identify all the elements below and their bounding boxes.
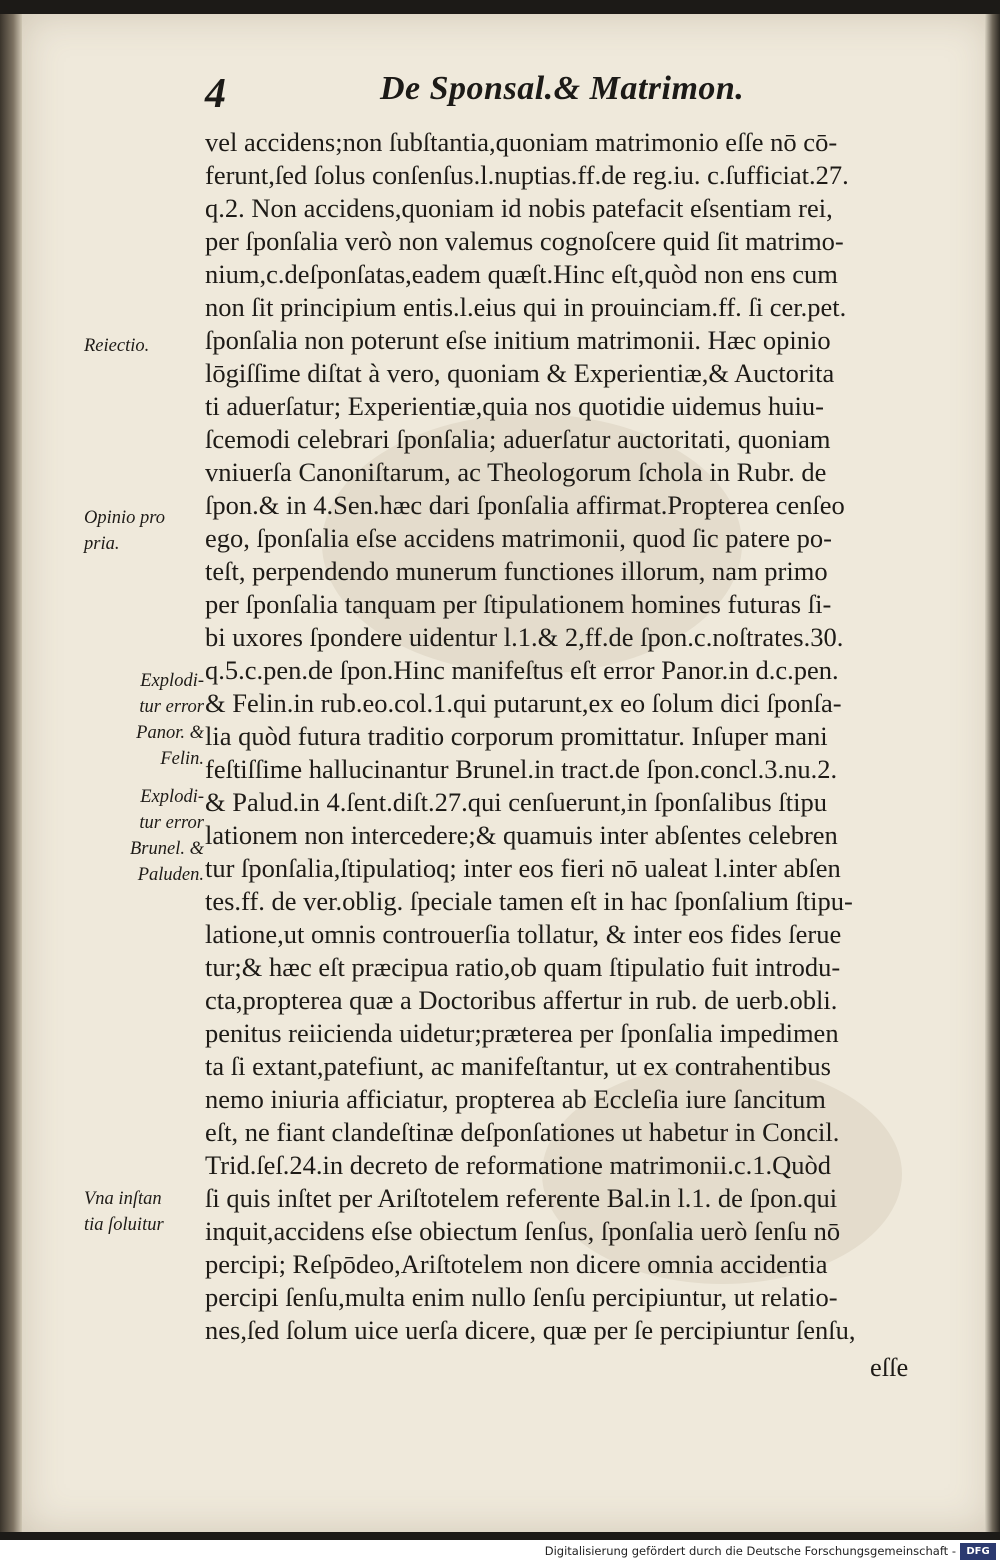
text-line: & Felin.in rub.eo.col.1.qui putarunt,ex eo ſolum dici ſponſa- [205,688,842,718]
text-line: nemo iniuria afficiatur, propterea ab Eccleſia iure ſancitum [205,1084,826,1114]
text-line: teſt, perpendendo munerum functiones illorum, nam primo [205,556,828,586]
margin-note-line: tia ſoluitur [84,1215,164,1235]
page-number: 4 [205,71,226,117]
margin-note-line: Brunel. & [130,839,204,859]
margin-note-line: Vna inſtan [84,1189,162,1209]
text-line: ta ſi extant,patefiunt, ac manifeſtantur, ut ex contrahentibus [205,1051,831,1081]
text-line: & Palud.in 4.ſent.diſt.27.qui cenſuerunt,in ſponſalibus ſtipu [205,787,827,817]
text-line: bi uxores ſpondere uidentur l.1.& 2,ff.de ſpon.c.noſtrates.30. [205,622,844,652]
margin-note-vna-instantia [84,1186,204,1238]
margin-note-reiectio [84,333,204,359]
text-line: lia quòd futura traditio corporum promittatur. Inſuper mani [205,721,828,751]
text-line: ſponſalia non poterunt eſse initium matrimonii. Hæc opinio [205,325,831,355]
text-line: latione,ut omnis controuerſia tollatur, & inter eos fides ſerue [205,919,842,949]
text-line: feſtiſſime hallucinantur Brunel.in tract.de ſpon.concl.3.nu.2. [205,754,838,784]
text-line: eſt, ne fiant clandeſtinæ deſponſationes ut habetur in Concil. [205,1117,840,1147]
book-binding [0,14,22,1532]
digitization-credit: Digitalisierung gefördert durch die Deutsche Forschungsgemeinschaft - [544,1544,956,1558]
text-line: vel accidens;non ſubſtantia,quoniam matrimonio eſſe nō cō- [205,127,838,157]
text-line: vniuerſa Canoniſtarum, ac Theologorum ſchola in Rubr. de [205,457,827,487]
text-line: per ſponſalia tanquam per ſtipulationem homines futuras ſi- [205,589,832,619]
text-line: per ſponſalia verò non valemus cognoſcere quid ſit matrimo- [205,226,844,256]
text-line: lationem non intercedere;& quamuis inter abſentes celebren [205,820,838,850]
text-line: ego, ſponſalia eſse accidens matrimonii, quod ſic patere po- [205,523,832,553]
text-line: ſpon.& in 4.Sen.hæc dari ſponſalia affirmat.Propterea cenſeo [205,490,845,520]
dfg-logo: DFG [960,1543,996,1560]
margin-note-panor-felin [84,668,204,772]
text-line: ti aduerſatur; Experientiæ,quia nos quotidie uidemus huiu- [205,391,824,421]
text-line: inquit,accidens eſse obiectum ſenſus, ſponſalia uerò ſenſu nō [205,1216,841,1246]
text-line: lōgiſſime diſtat à vero, quoniam & Experientiæ,& Auctorita [205,358,835,388]
text-line: tur ſponſalia,ſtipulatioq; inter eos fieri nō ualeat l.inter abſen [205,853,841,883]
margin-note-line: Felin. [160,749,204,769]
text-line: q.5.c.pen.de ſpon.Hinc manifeſtus eſt error Panor.in d.c.pen. [205,655,839,685]
margin-note-line: Explodi- [140,671,204,691]
margin-note-line: pria. [84,534,120,554]
page-edge [985,14,1000,1532]
margin-note-line: tur error [139,813,204,833]
margin-note-line: Panor. & [136,723,204,743]
text-line: percipi; Reſpōdeo,Ariſtotelem non dicere omnia accidentia [205,1249,828,1279]
running-title: De Sponsal.& Matrimon. [380,70,745,107]
text-line: nes,ſed ſolum uice uerſa dicere, quæ per ſe percipiuntur ſenſu, [205,1315,856,1345]
text-line: ſcemodi celebrari ſponſalia; aduerſatur auctoritati, quoniam [205,424,831,454]
margin-note-opinio-propria [84,505,204,557]
text-line: penitus reiicienda uidetur;præterea per ſponſalia impedimen [205,1018,839,1048]
text-line: percipi ſenſu,multa enim nullo ſenſu percipiuntur, ut relatio- [205,1282,838,1312]
margin-note-line: Reiectio. [84,336,150,356]
margin-note-line: tur error [139,697,204,717]
text-line: ſi quis inſtet per Ariſtotelem referente Bal.in l.1. de ſpon.qui [205,1183,838,1213]
margin-note-brunel-paluden [84,784,204,888]
catchword: eſſe [870,1352,909,1382]
text-line: cta,propterea quæ a Doctoribus affertur in rub. de uerb.obli. [205,985,838,1015]
margin-note-line: Explodi- [140,787,204,807]
text-line: non ſit principium entis.l.eius qui in prouinciam.ff. ſi cer.pet. [205,292,847,322]
text-line: tes.ff. de ver.oblig. ſpeciale tamen eſt in hac ſponſalium ſtipu- [205,886,853,916]
text-line: nium,c.deſponſatas,eadem quæſt.Hinc eſt,quòd non ens cum [205,259,838,289]
text-line: Trid.ſeſ.24.in decreto de reformatione matrimonii.c.1.Quòd [205,1150,832,1180]
margin-note-line: Opinio pro [84,508,166,528]
margin-note-line: Paluden. [137,865,204,885]
text-line: tur;& hæc eſt præcipua ratio,ob quam ſtipulatio fuit introdu- [205,952,841,982]
text-line: ferunt,ſed ſolus conſenſus.l.nuptias.ff.de reg.iu. c.ſufficiat.27. [205,160,849,190]
text-line: q.2. Non accidens,quoniam id nobis patefacit eſsentiam rei, [205,193,833,223]
